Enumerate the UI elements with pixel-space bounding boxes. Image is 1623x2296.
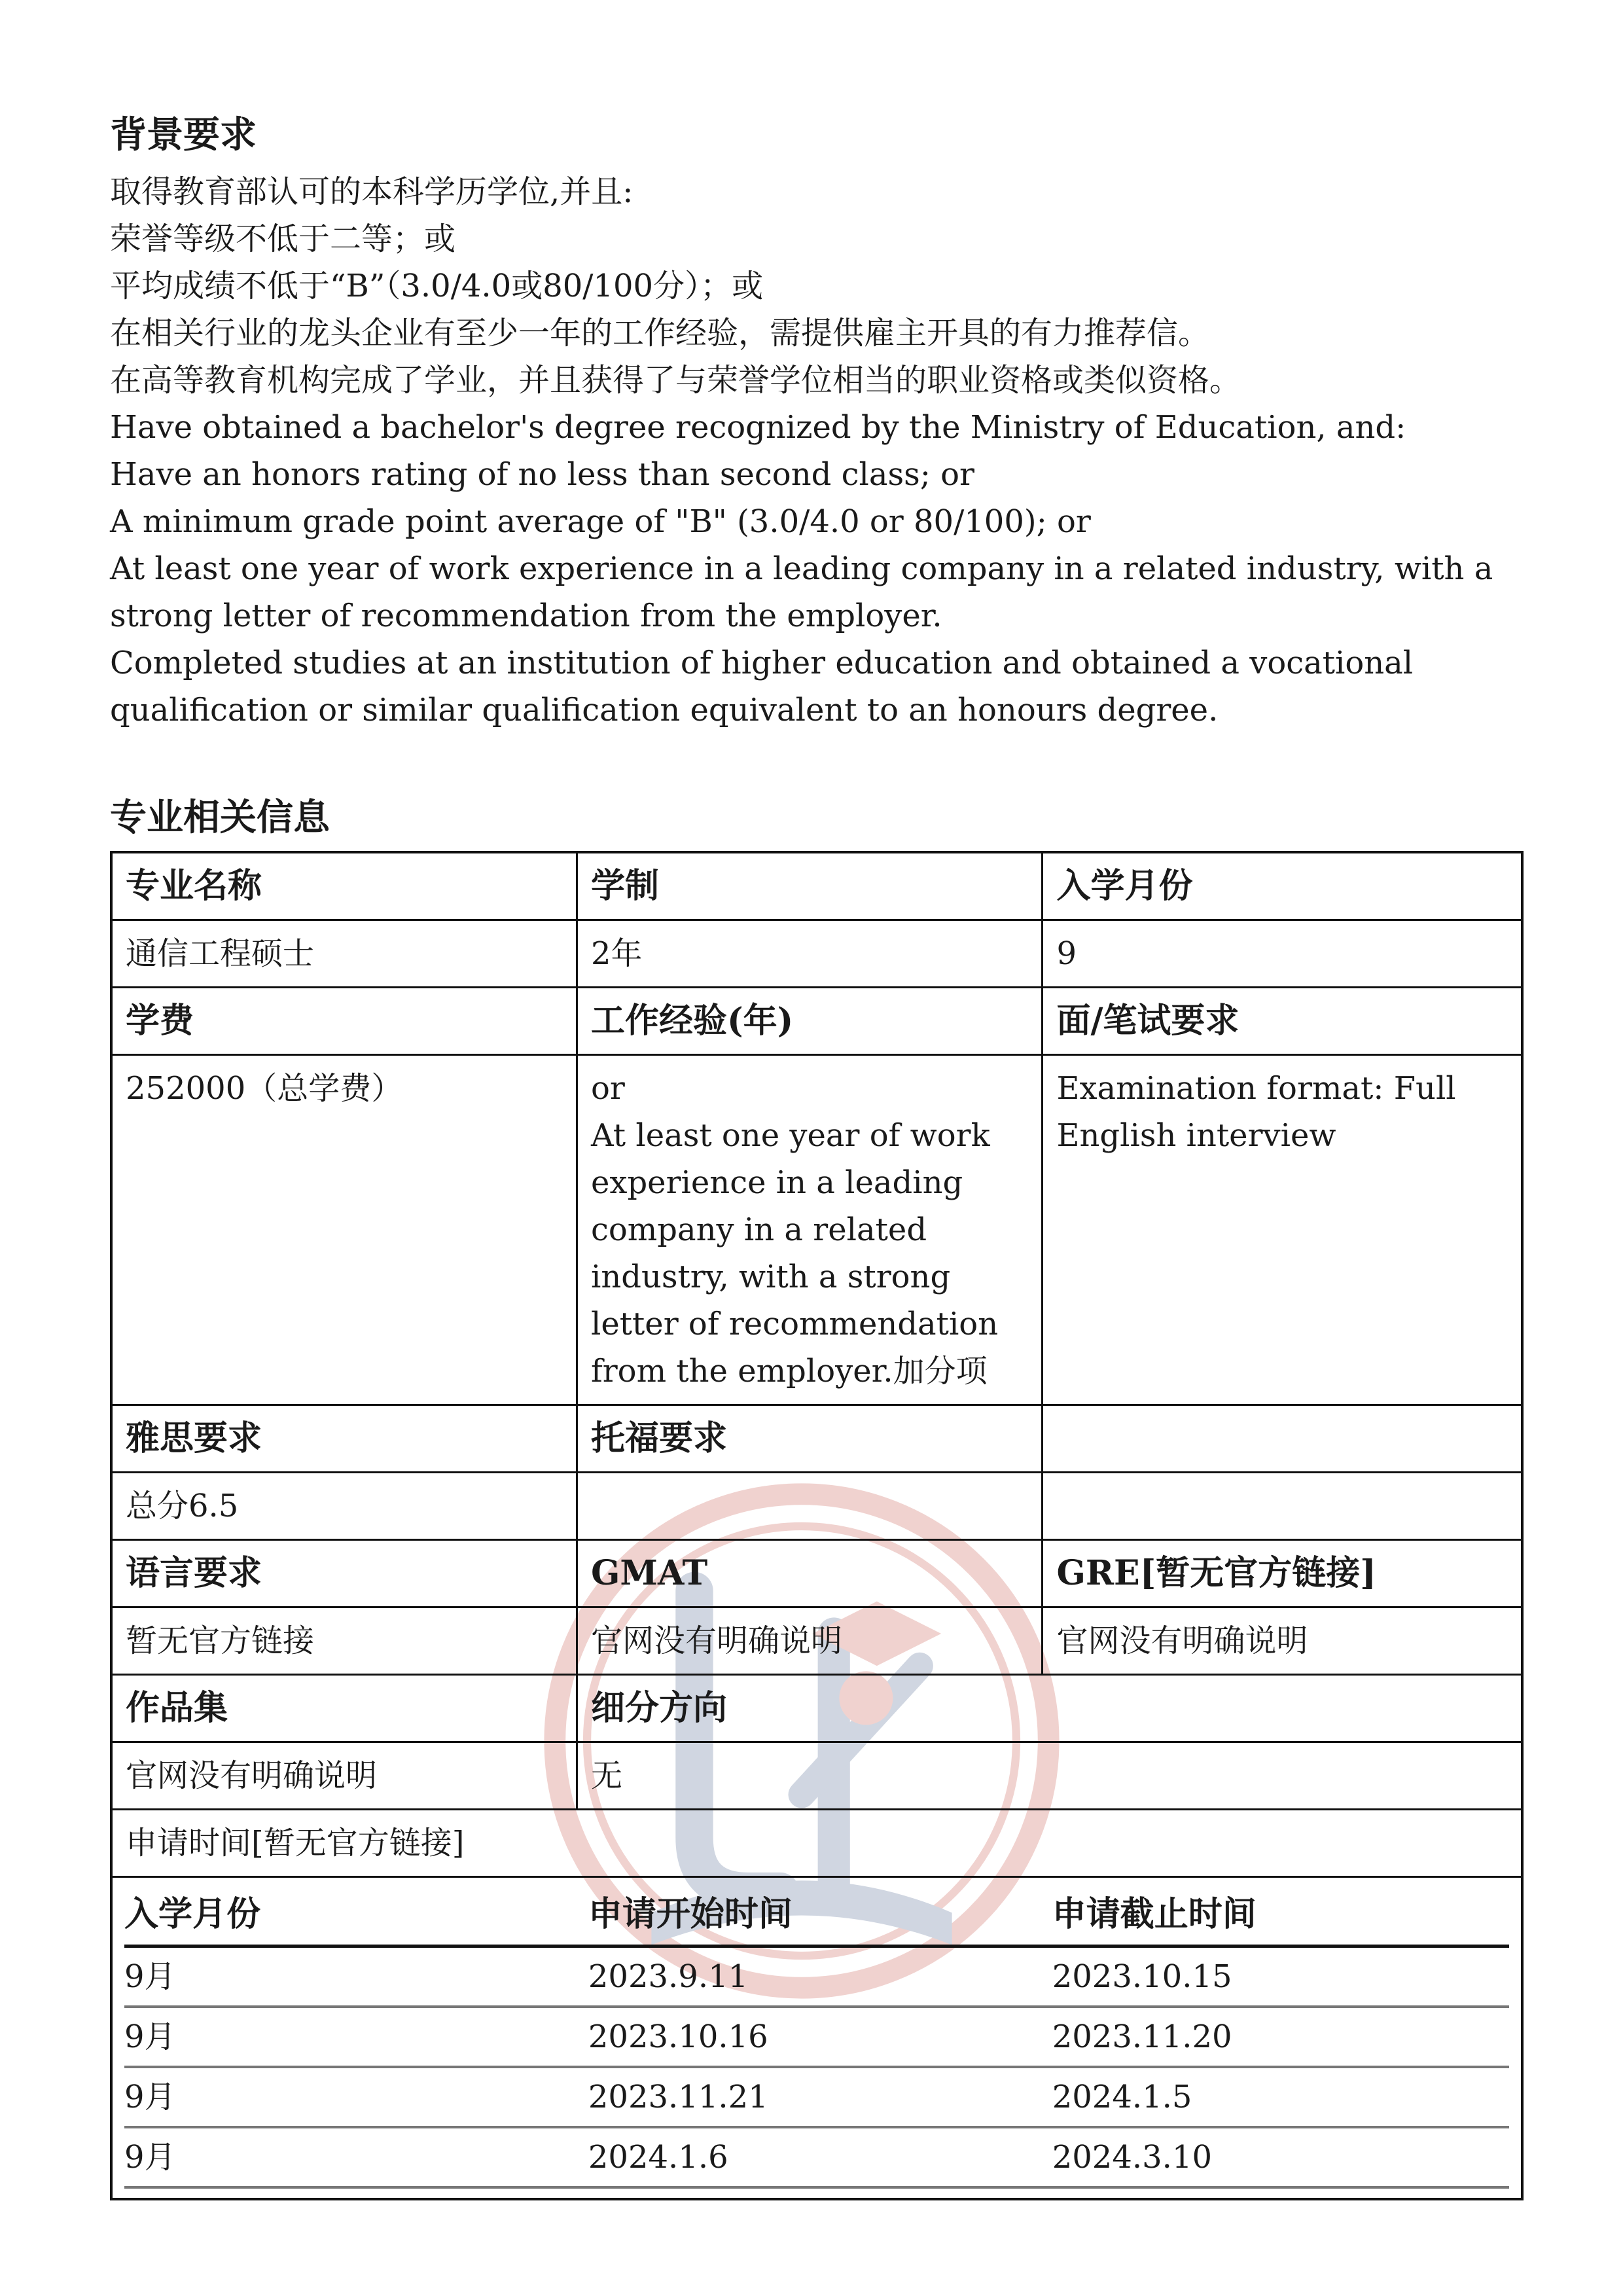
header-cell: 雅思要求 — [111, 1405, 577, 1472]
tuition-value: 252000（总学费） — [111, 1054, 577, 1405]
schedule-cell: 9月 — [124, 2067, 588, 2127]
value-cell: 官网没有明确说明 — [111, 1742, 577, 1809]
table-row — [124, 2007, 1509, 2067]
schedule-cell: 2023.11.21 — [588, 2067, 1052, 2127]
table-row — [124, 1946, 1509, 2007]
schedule-cell: 2024.3.10 — [1052, 2127, 1509, 2187]
background-line: 荣誉等级不低于二等；或 — [110, 220, 456, 257]
header-cell: 学制 — [577, 852, 1042, 920]
value-cell — [1043, 1472, 1522, 1539]
value-cell: 暂无官方链接 — [111, 1607, 577, 1674]
header-cell: 语言要求 — [111, 1539, 577, 1607]
application-schedule-cell — [111, 1876, 1522, 2199]
value-cell — [577, 1472, 1042, 1539]
value-cell: 总分6.5 — [111, 1472, 577, 1539]
background-requirements — [110, 168, 1524, 734]
header-cell — [1043, 1405, 1522, 1472]
background-line: 在相关行业的龙头企业有至少一年的工作经验，需提供雇主开具的有力推荐信。 — [110, 314, 1210, 351]
header-cell: 托福要求 — [577, 1405, 1042, 1472]
program-info-table — [110, 851, 1524, 2200]
value-cell: 9 — [1043, 920, 1522, 987]
schedule-cell: 2024.1.5 — [1052, 2067, 1509, 2127]
schedule-header: 申请截止时间 — [1052, 1884, 1509, 1946]
header-cell: GMAT — [577, 1539, 1042, 1607]
schedule-cell: 9月 — [124, 2127, 588, 2187]
interview-value: Examination format: Full English interview — [1043, 1054, 1522, 1405]
value-cell: 无 — [577, 1742, 1522, 1809]
background-line: Completed studies at an institution of higher education and obtained a vocational qualification or similar qualification equivalent to an honours degree. — [110, 644, 1414, 728]
background-line: Have an honors rating of no less than second class; or — [110, 456, 974, 493]
header-cell: 专业名称 — [111, 852, 577, 920]
background-line: At least one year of work experience in a leading company in a related industry, with a strong letter of recommendation from the employer. — [110, 550, 1493, 634]
header-cell: 细分方向 — [577, 1674, 1522, 1742]
header-cell: 入学月份 — [1043, 852, 1522, 920]
header-cell: 作品集 — [111, 1674, 577, 1742]
schedule-header: 申请开始时间 — [588, 1884, 1052, 1946]
schedule-cell: 2023.10.15 — [1052, 1946, 1509, 2007]
value-cell: 官网没有明确说明 — [1043, 1607, 1522, 1674]
background-line: 平均成绩不低于“B”（3.0/4.0或80/100分）；或 — [110, 267, 764, 304]
value-cell: 官网没有明确说明 — [577, 1607, 1042, 1674]
header-cell: 面/笔试要求 — [1043, 987, 1522, 1054]
background-line: Have obtained a bachelor's degree recognized by the Ministry of Education, and: — [110, 408, 1406, 446]
schedule-cell: 2023.9.11 — [588, 1946, 1052, 2007]
background-line: 在高等教育机构完成了学业，并且获得了与荣誉学位相当的职业资格或类似资格。 — [110, 361, 1241, 399]
header-cell: 工作经验(年) — [577, 987, 1042, 1054]
work-experience-value: or At least one year of work experience in a leading company in a related industry, with a strong letter of recommendation from the employer.加分项 — [577, 1054, 1042, 1405]
program-heading: 专业相关信息 — [110, 795, 330, 839]
schedule-header: 入学月份 — [124, 1884, 588, 1946]
application-time-label: 申请时间[暂无官方链接] — [111, 1809, 1522, 1876]
table-row — [124, 2067, 1509, 2127]
schedule-cell: 2023.11.20 — [1052, 2007, 1509, 2067]
table-row — [124, 2127, 1509, 2187]
header-cell: 学费 — [111, 987, 577, 1054]
value-cell: 通信工程硕士 — [111, 920, 577, 987]
schedule-cell: 2023.10.16 — [588, 2007, 1052, 2067]
schedule-cell: 2024.1.6 — [588, 2127, 1052, 2187]
schedule-cell: 9月 — [124, 1946, 588, 2007]
page-content — [110, 111, 1524, 2200]
background-heading: 背景要求 — [110, 113, 257, 156]
value-cell: 2年 — [577, 920, 1042, 987]
schedule-cell: 9月 — [124, 2007, 588, 2067]
background-line: A minimum grade point average of "B" (3.0/4.0 or 80/100); or — [110, 503, 1091, 540]
header-cell: GRE[暂无官方链接] — [1043, 1539, 1522, 1607]
application-schedule-table — [124, 1884, 1509, 2189]
background-line: 取得教育部认可的本科学历学位,并且: — [110, 173, 633, 210]
